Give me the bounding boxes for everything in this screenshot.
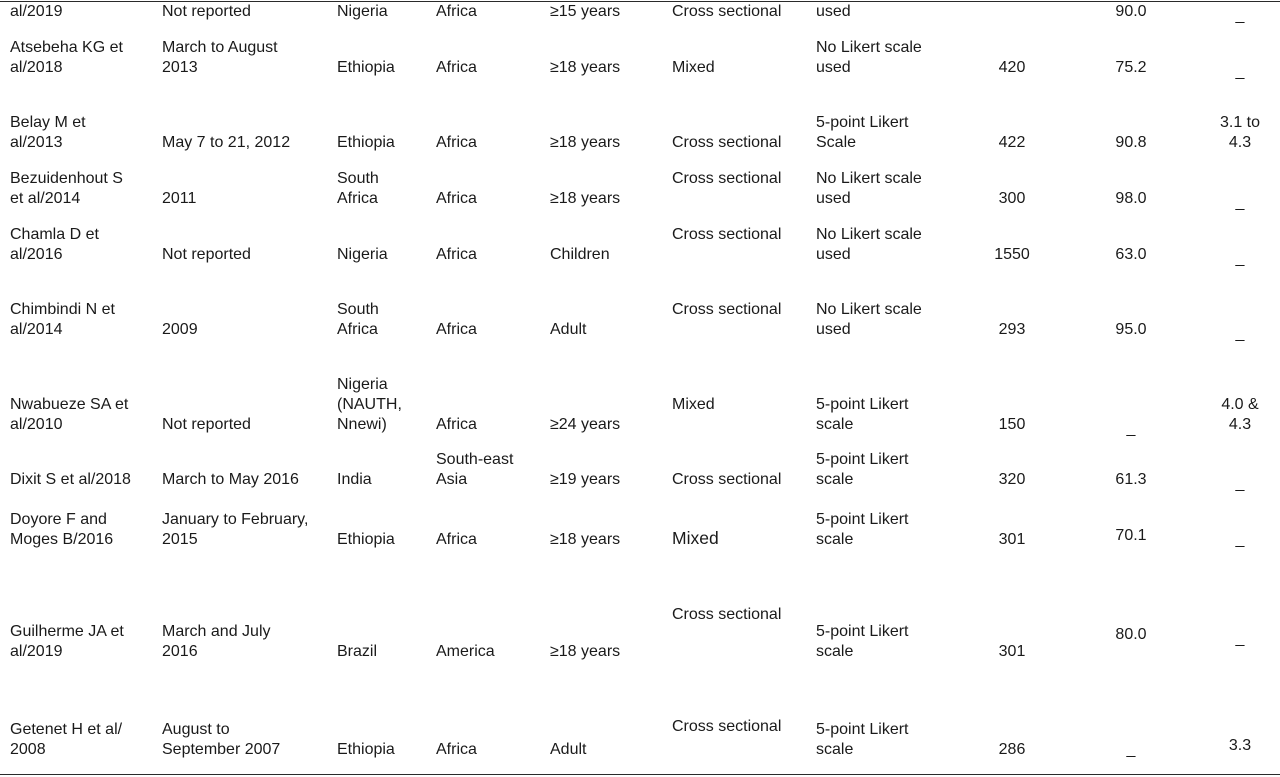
cell-study <box>10 113 86 153</box>
cell-line: _ <box>1235 194 1245 211</box>
cell-line: 80.0 <box>1115 626 1147 643</box>
cell-score <box>1236 193 1245 213</box>
cell-n <box>999 530 1026 550</box>
cell-line: Ethiopia <box>337 134 395 151</box>
cell-scale <box>816 450 909 490</box>
cell-line: _ <box>1235 7 1245 24</box>
cell-line: scale <box>816 643 854 660</box>
cell-line: Africa <box>436 246 477 263</box>
cell-line: (NAUTH, <box>337 396 402 413</box>
cell-pct <box>1115 470 1146 490</box>
cell-line: al/2014 <box>10 321 63 338</box>
cell-n <box>999 415 1026 435</box>
cell-line: Cross sectional <box>672 301 782 318</box>
cell-line: Africa <box>436 741 477 758</box>
cell-line: 5-point Likert <box>816 451 909 468</box>
cell-line: 150 <box>998 416 1026 433</box>
cell-line: al/2010 <box>10 416 63 433</box>
cell-design <box>672 2 781 22</box>
cell-study <box>10 622 124 662</box>
cell-line: Scale <box>816 134 857 151</box>
cell-country <box>337 740 395 760</box>
cell-line: No Likert scale <box>816 170 922 187</box>
cell-scale <box>816 2 851 22</box>
cell-line: scale <box>816 416 854 433</box>
cell-line: 5-point Likert <box>816 396 909 413</box>
cell-region <box>436 2 477 22</box>
cell-line: ≥18 years <box>550 190 621 207</box>
cell-line: al/2019 <box>10 3 63 20</box>
cell-line: 95.0 <box>1115 321 1147 338</box>
cell-line: Children <box>550 246 610 263</box>
cell-region <box>436 642 495 662</box>
cell-line: Ethiopia <box>337 59 395 76</box>
cell-design <box>672 225 781 245</box>
cell-design <box>672 395 715 415</box>
cell-line: 70.1 <box>1115 527 1147 544</box>
cell-scale <box>816 720 909 760</box>
cell-line: Atsebeha KG et <box>10 39 123 56</box>
cell-line: Africa <box>436 531 477 548</box>
cell-line: Cross sectional <box>672 226 782 243</box>
cell-age <box>550 470 620 490</box>
cell-line: ≥24 years <box>550 416 621 433</box>
cell-study <box>10 38 123 78</box>
cell-n <box>999 740 1026 760</box>
cell-study <box>10 300 115 340</box>
cell-line: 4.3 <box>1228 134 1252 151</box>
cell-line: scale <box>816 471 854 488</box>
cell-pct <box>1115 526 1146 546</box>
cell-line: Cross sectional <box>672 170 782 187</box>
cell-line: 5-point Likert <box>816 721 909 738</box>
cell-line: ≥19 years <box>550 471 621 488</box>
cell-line: No Likert scale <box>816 226 922 243</box>
cell-pct <box>1115 2 1146 22</box>
cell-country <box>337 245 388 265</box>
cell-period <box>162 133 290 153</box>
cell-pct <box>1115 625 1146 645</box>
cell-region <box>436 245 477 265</box>
cell-line: ≥15 years <box>550 3 621 20</box>
cell-line: 75.2 <box>1115 59 1147 76</box>
cell-line: 2008 <box>10 741 46 758</box>
cell-line: 5-point Likert <box>816 511 909 528</box>
cell-line: Chamla D et <box>10 226 99 243</box>
cell-line: Chimbindi N et <box>10 301 115 318</box>
cell-pct <box>1115 320 1146 340</box>
cell-line: 1550 <box>994 246 1030 263</box>
cell-study <box>10 395 128 435</box>
cell-period <box>162 38 278 78</box>
cell-region <box>436 189 477 209</box>
cell-line: 420 <box>998 59 1026 76</box>
cell-country <box>337 530 395 550</box>
cell-line: Africa <box>436 134 477 151</box>
cell-country <box>337 300 379 340</box>
cell-line: _ <box>1235 325 1245 342</box>
cell-period <box>162 320 198 340</box>
cell-line: September 2007 <box>162 741 281 758</box>
cell-age <box>550 415 620 435</box>
cell-line: No Likert scale <box>816 301 922 318</box>
cell-score <box>1236 62 1245 82</box>
cell-age <box>550 642 620 662</box>
cell-line: Guilherme JA et <box>10 623 124 640</box>
cell-line: scale <box>816 741 854 758</box>
cell-line: ≥18 years <box>550 59 621 76</box>
cell-line: January to February, <box>162 511 309 528</box>
cell-design <box>672 528 719 548</box>
cell-period <box>162 720 280 760</box>
cell-line: India <box>337 471 372 488</box>
cell-period <box>162 510 308 550</box>
cell-period <box>162 245 251 265</box>
cell-line: used <box>816 3 851 20</box>
cell-age <box>550 245 610 265</box>
cell-line: _ <box>1235 531 1245 548</box>
cell-line: _ <box>1126 420 1136 437</box>
cell-line: al/2019 <box>10 643 63 660</box>
cell-scale <box>816 225 922 265</box>
cell-scale <box>816 113 909 153</box>
cell-line: Not reported <box>162 246 251 263</box>
cell-line: used <box>816 246 851 263</box>
cell-line: Africa <box>436 321 477 338</box>
cell-line: 320 <box>998 471 1026 488</box>
cell-age <box>550 740 586 760</box>
cell-line: Cross sectional <box>672 3 782 20</box>
cell-line: 63.0 <box>1115 246 1147 263</box>
cell-age <box>550 2 620 22</box>
cell-country <box>337 169 379 209</box>
cell-score <box>1236 6 1245 26</box>
cell-line: 301 <box>998 531 1026 548</box>
cell-line: 2015 <box>162 531 198 548</box>
cell-line: 5-point Likert <box>816 623 909 640</box>
cell-line: South <box>337 170 379 187</box>
cell-line: Nigeria <box>337 376 388 393</box>
cell-scale <box>816 169 922 209</box>
cell-line: _ <box>1235 475 1245 492</box>
cell-line: March and July <box>162 623 271 640</box>
cell-region <box>436 530 477 550</box>
cell-line: Not reported <box>162 416 251 433</box>
cell-line: 90.8 <box>1115 134 1147 151</box>
cell-n <box>999 470 1026 490</box>
cell-line: 300 <box>998 190 1026 207</box>
cell-line: 422 <box>998 134 1026 151</box>
cell-line: 90.0 <box>1115 3 1147 20</box>
cell-age <box>550 189 620 209</box>
cell-line: 4.3 <box>1228 416 1252 433</box>
cell-line: May 7 to 21, 2012 <box>162 134 291 151</box>
cell-line: Nnewi) <box>337 416 387 433</box>
cell-design <box>672 58 715 78</box>
cell-region <box>436 415 477 435</box>
cell-score <box>1236 474 1245 494</box>
cell-score <box>1236 249 1245 269</box>
cell-line: Ethiopia <box>337 531 395 548</box>
cell-line: Africa <box>436 59 477 76</box>
cell-line: Asia <box>436 471 468 488</box>
cell-line: No Likert scale <box>816 39 922 56</box>
cell-line: _ <box>1126 741 1136 758</box>
cell-study <box>10 720 122 760</box>
cell-n <box>994 245 1030 265</box>
cell-n <box>999 320 1026 340</box>
cell-scale <box>816 38 922 78</box>
cell-line: March to May 2016 <box>162 471 299 488</box>
cell-line: 2013 <box>162 59 198 76</box>
cell-region <box>436 740 477 760</box>
cell-line: 286 <box>998 741 1026 758</box>
cell-line: Africa <box>436 190 477 207</box>
cell-country <box>337 2 388 22</box>
cell-country <box>337 133 395 153</box>
cell-line: Bezuidenhout S <box>10 170 123 187</box>
cell-line: Africa <box>436 3 477 20</box>
cell-design <box>672 605 781 625</box>
cell-pct <box>1115 189 1146 209</box>
cell-region <box>436 133 477 153</box>
cell-line: Dixit S et al/2018 <box>10 471 131 488</box>
cell-country <box>337 642 377 662</box>
cell-line: _ <box>1235 63 1245 80</box>
cell-line: ≥18 years <box>550 643 621 660</box>
cell-line: Nigeria <box>337 246 388 263</box>
cell-design <box>672 133 781 153</box>
cell-age <box>550 530 620 550</box>
cell-line: America <box>436 643 495 660</box>
cell-score <box>1236 530 1245 550</box>
cell-study <box>10 225 99 265</box>
cell-line: al/2018 <box>10 59 63 76</box>
cell-line: 5-point Likert <box>816 114 909 131</box>
cell-line: Ethiopia <box>337 741 395 758</box>
cell-line: used <box>816 190 851 207</box>
cell-line: Getenet H et al/ <box>10 721 123 738</box>
cell-pct <box>1115 58 1146 78</box>
cell-line: Africa <box>337 190 378 207</box>
cell-period <box>162 470 299 490</box>
cell-line: Cross sectional <box>672 471 782 488</box>
cell-line: scale <box>816 531 854 548</box>
cell-period <box>162 415 251 435</box>
cell-score <box>1221 395 1258 435</box>
cell-period <box>162 189 196 209</box>
cell-n <box>999 133 1026 153</box>
cell-score <box>1220 113 1260 153</box>
cell-country <box>337 470 372 490</box>
cell-line: Adult <box>550 321 587 338</box>
cell-design <box>672 300 781 320</box>
cell-line: 2011 <box>162 190 197 207</box>
cell-scale <box>816 622 909 662</box>
cell-line: _ <box>1235 630 1245 647</box>
cell-line: al/2016 <box>10 246 63 263</box>
cell-study <box>10 2 63 22</box>
cell-line: Doyore F and <box>10 511 107 528</box>
cell-line: Cross sectional <box>672 134 782 151</box>
cell-line: Mixed <box>672 396 715 413</box>
cell-scale <box>816 300 922 340</box>
cell-period <box>162 2 251 22</box>
cell-line: Adult <box>550 741 587 758</box>
cell-scale <box>816 510 909 550</box>
cell-n <box>999 642 1026 662</box>
cell-line: al/2013 <box>10 134 63 151</box>
cell-score <box>1236 629 1245 649</box>
cell-line: Cross sectional <box>672 606 782 623</box>
cell-line: August to <box>162 721 230 738</box>
cell-line: Nigeria <box>337 3 388 20</box>
cell-region <box>436 320 477 340</box>
cell-line: Mixed <box>672 528 719 548</box>
cell-region <box>436 58 477 78</box>
cell-line: used <box>816 59 851 76</box>
cell-line: Moges B/2016 <box>10 531 114 548</box>
cell-scale <box>816 395 909 435</box>
cell-line: Belay M et <box>10 114 86 131</box>
cell-line: Brazil <box>337 643 378 660</box>
cell-country <box>337 58 395 78</box>
cell-line: 61.3 <box>1115 471 1147 488</box>
cell-line: Mixed <box>672 59 715 76</box>
cell-line: Africa <box>436 416 477 433</box>
cell-n <box>999 189 1026 209</box>
cell-line: used <box>816 321 851 338</box>
cell-age <box>550 58 620 78</box>
cell-line: South <box>337 301 379 318</box>
cell-design <box>672 470 781 490</box>
cell-line: 293 <box>998 321 1026 338</box>
cell-design <box>672 717 781 737</box>
cell-age <box>550 320 586 340</box>
cell-score <box>1229 736 1251 756</box>
cell-study <box>10 169 123 209</box>
cell-region <box>436 450 513 490</box>
cell-line: South-east <box>436 451 514 468</box>
cell-line: 3.3 <box>1228 737 1252 754</box>
cell-pct <box>1127 740 1136 760</box>
cell-line: 3.1 to <box>1219 114 1261 131</box>
table-bottom-rule <box>0 774 1280 775</box>
cell-n <box>999 58 1026 78</box>
cell-line: Not reported <box>162 3 251 20</box>
cell-pct <box>1115 245 1146 265</box>
cell-line: _ <box>1235 250 1245 267</box>
cell-study <box>10 510 113 550</box>
cell-design <box>672 169 781 189</box>
cell-line: ≥18 years <box>550 531 621 548</box>
cell-age <box>550 133 620 153</box>
cell-pct <box>1115 133 1146 153</box>
cell-line: 301 <box>998 643 1026 660</box>
cell-study <box>10 470 131 490</box>
cell-score <box>1236 324 1245 344</box>
cell-line: March to August <box>162 39 278 56</box>
cell-line: Cross sectional <box>672 718 782 735</box>
cell-line: 2016 <box>162 643 198 660</box>
cell-line: 2009 <box>162 321 198 338</box>
cell-line: Africa <box>337 321 378 338</box>
cell-line: 4.0 & <box>1221 396 1259 413</box>
cell-period <box>162 622 271 662</box>
cell-pct <box>1127 419 1136 439</box>
cell-line: ≥18 years <box>550 134 621 151</box>
cell-line: et al/2014 <box>10 190 81 207</box>
cell-line: 98.0 <box>1115 190 1147 207</box>
cell-country <box>337 375 402 435</box>
cell-line: Nwabueze SA et <box>10 396 129 413</box>
